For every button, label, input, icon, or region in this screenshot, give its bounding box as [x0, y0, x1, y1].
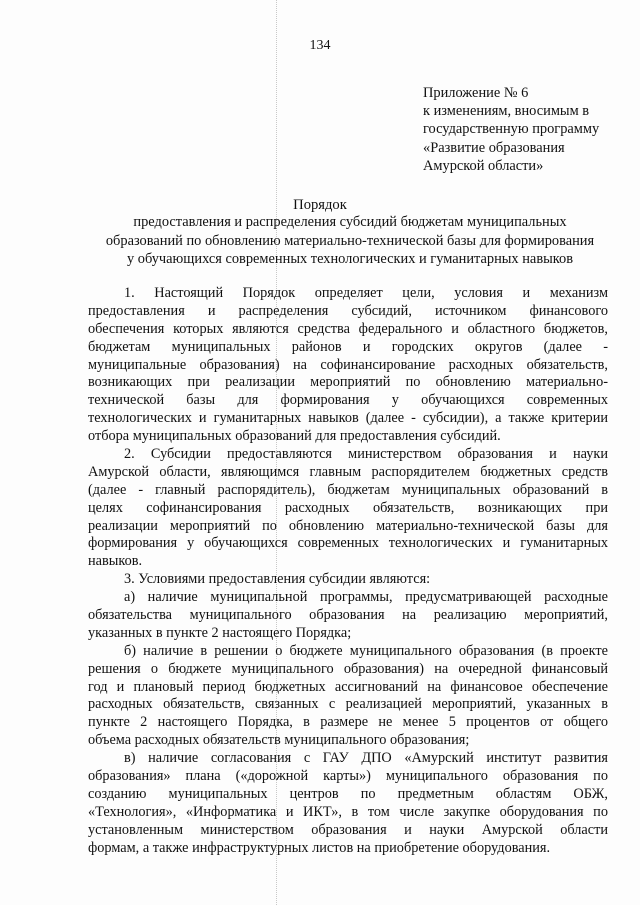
appendix-line: государственную программу — [423, 121, 600, 138]
appendix-line: к изменениям, вносимым в — [423, 103, 590, 120]
body-line: в) наличие согласования с ГАУ ДПО «Амурский институт развития — [124, 750, 608, 767]
body-line: образования» плана («дорожной карты») муниципального образования по — [88, 768, 608, 785]
body-line: навыков. — [88, 553, 143, 570]
body-line: предоставления и распределения субсидий, источником финансового — [88, 302, 608, 319]
document-title: Порядок — [293, 197, 347, 213]
appendix-line: «Развитие образования — [423, 139, 565, 156]
body-line: возникающих при реализации мероприятий по обновлению материально- — [88, 374, 608, 391]
body-line: формирования у обучающихся современных технологических и гуманитарных — [88, 535, 608, 552]
appendix-line: Амурской области» — [423, 157, 544, 174]
appendix-line: Приложение № 6 — [423, 85, 529, 101]
body-line: обеспечения которых являются средства федерального и областного бюджетов, — [88, 320, 608, 337]
page-number: 134 — [309, 38, 331, 53]
body-line: обязательства муниципального образования на реализацию мероприятий, — [88, 607, 608, 624]
body-line: «Технология», «Информатика и ИКТ», в том числе закупке оборудования по — [88, 803, 608, 820]
body-line: пункте 2 настоящего Порядка, в размере не менее 5 процентов от общего — [88, 714, 608, 731]
body-line: отбора муниципальных образований для предоставления субсидий. — [88, 428, 501, 445]
body-line: 3. Условиями предоставления субсидии являются: — [124, 571, 431, 588]
body-line: расходных обязательств, связанных с реализацией мероприятий, указанных в — [88, 696, 608, 713]
body-line: формам, а также инфраструктурных листов на приобретение оборудования. — [88, 839, 551, 856]
body-line: 2. Субсидии предоставляются министерством образования и науки — [124, 446, 608, 463]
subtitle-line: у обучающихся современных технологических и гуманитарных навыков — [126, 251, 574, 268]
body-line: 1. Настоящий Порядок определяет цели, условия и механизм — [124, 285, 608, 301]
document-subtitle — [88, 213, 612, 269]
body-line: технической базы для формирования у обучающихся современных — [88, 392, 608, 409]
body-line: Амурской области, являющимся главным распорядителем бюджетных средств — [88, 463, 608, 480]
body-line: целях софинансирования расходных обязательств, возникающих при — [88, 499, 608, 516]
body-line: бюджетам муниципальных районов и городских округов (далее - — [88, 338, 608, 355]
body-line: муниципальные образования) на софинансирование расходных обязательств, — [88, 356, 608, 373]
body-line: технологических и гуманитарных навыков (далее - субсидии), а также критерии — [88, 410, 608, 427]
body-line: год и плановый период бюджетных ассигнований на финансовое обеспечение — [88, 678, 608, 695]
body-line: объема расходных обязательств муниципального образования; — [88, 732, 470, 749]
body-line: (далее - главный распорядитель), бюджетам муниципальных образований в — [88, 481, 608, 498]
body-line: реализации мероприятий по обновлению материально-технической базы для — [88, 517, 608, 534]
document-body — [88, 285, 608, 858]
body-line: созданию муниципальных центров по предметным областям ОБЖ, — [88, 785, 608, 802]
subtitle-line: предоставления и распределения субсидий бюджетам муниципальных — [133, 214, 567, 230]
subtitle-line: образований по обновлению материально-технической базы для формирования — [105, 232, 595, 249]
body-line: указанных в пункте 2 настоящего Порядка; — [88, 624, 352, 641]
body-line: установленным министерством образования и науки Амурской области — [88, 821, 608, 838]
appendix-block — [423, 84, 623, 175]
body-line: а) наличие муниципальной программы, предусматривающей расходные — [124, 589, 608, 606]
body-line: б) наличие в решении о бюджете муниципального образования (в проекте — [124, 642, 608, 659]
body-line: решения о бюджете муниципального образования) на очередной финансовый — [88, 660, 608, 677]
